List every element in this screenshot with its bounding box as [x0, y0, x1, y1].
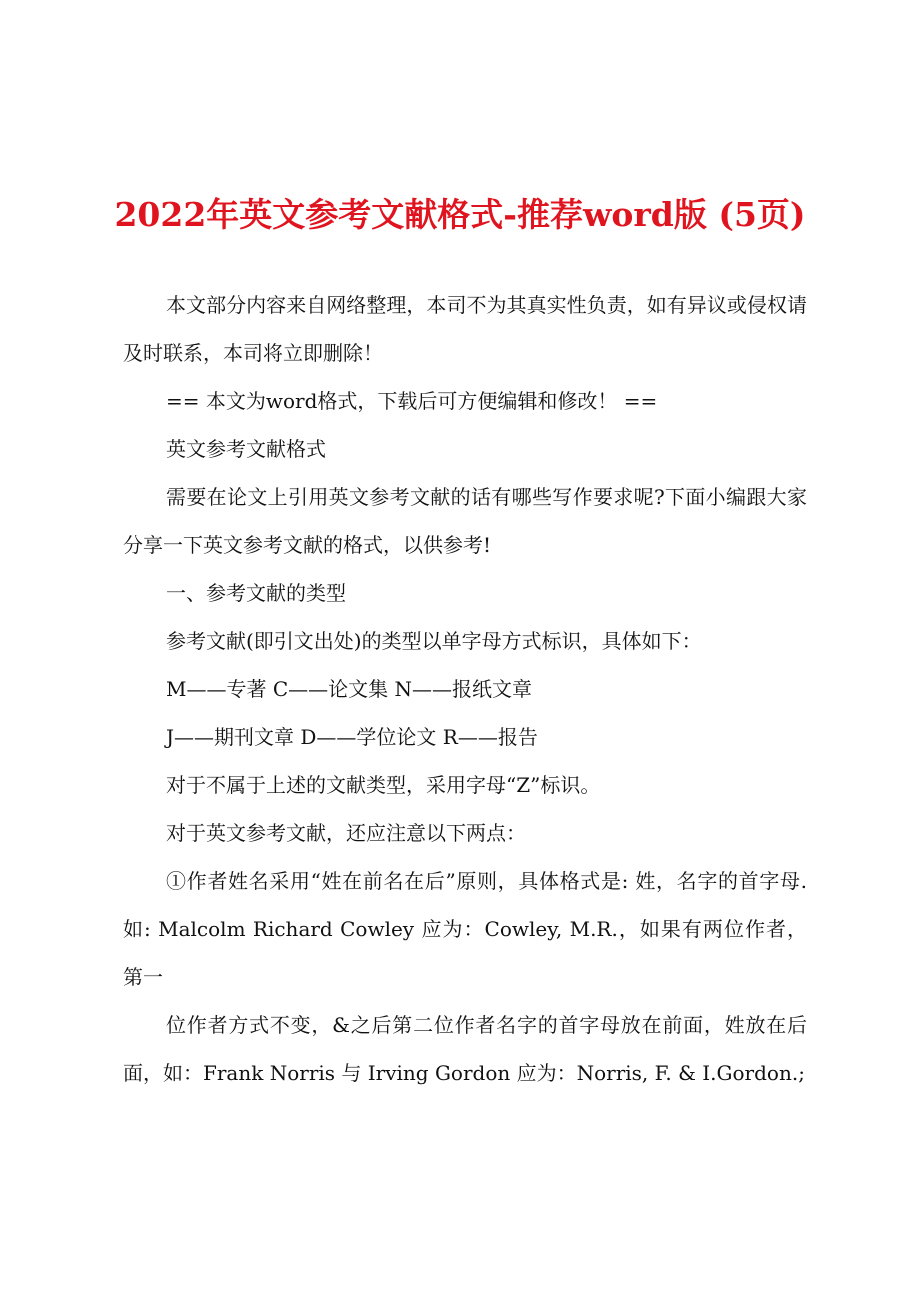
paragraph-intro: 需要在论文上引用英文参考文献的话有哪些写作要求呢?下面小编跟大家分享一下英文参考文献的格式，以供参考!: [123, 485, 807, 557]
paragraph-notes-intro: 对于英文参考文献，还应注意以下两点：: [166, 821, 526, 845]
paragraph-types-line-1: M——专著 C——论文集 N——报纸文章: [166, 677, 532, 701]
paragraph-types-other: 对于不属于上述的文献类型，采用字母“Z”标识。: [166, 773, 601, 797]
paragraph-format-note: == 本文为word格式，下载后可方便编辑和修改！ ==: [166, 389, 658, 413]
paragraph-types-intro: 参考文献(即引文出处)的类型以单字母方式标识，具体如下：: [166, 629, 702, 653]
paragraph-disclaimer: 本文部分内容来自网络整理，本司不为其真实性负责，如有异议或侵权请及时联系，本司将立即删除！: [123, 293, 807, 365]
paragraph-heading: 英文参考文献格式: [166, 437, 326, 461]
section-heading-types: 一、参考文献的类型: [166, 581, 346, 605]
paragraph-types-line-2: J——期刊文章 D——学位论文 R——报告: [166, 725, 538, 749]
paragraph-note-1: ①作者姓名采用“姓在前名在后”原则，具体格式是: 姓，名字的首字母. 如: Malcolm Richard Cowley 应为：Cowley, M.R.，如果有两位作者，第一: [123, 869, 807, 989]
document-title: 2022年英文参考文献格式-推荐word版 (5页): [114, 195, 806, 234]
document-body: [123, 281, 807, 1097]
paragraph-note-1-cont: 位作者方式不变，&之后第二位作者名字的首字母放在前面，姓放在后面，如：Frank Norris 与 Irving Gordon 应为：Norris, F. & I.Gordon.;: [123, 1013, 807, 1085]
